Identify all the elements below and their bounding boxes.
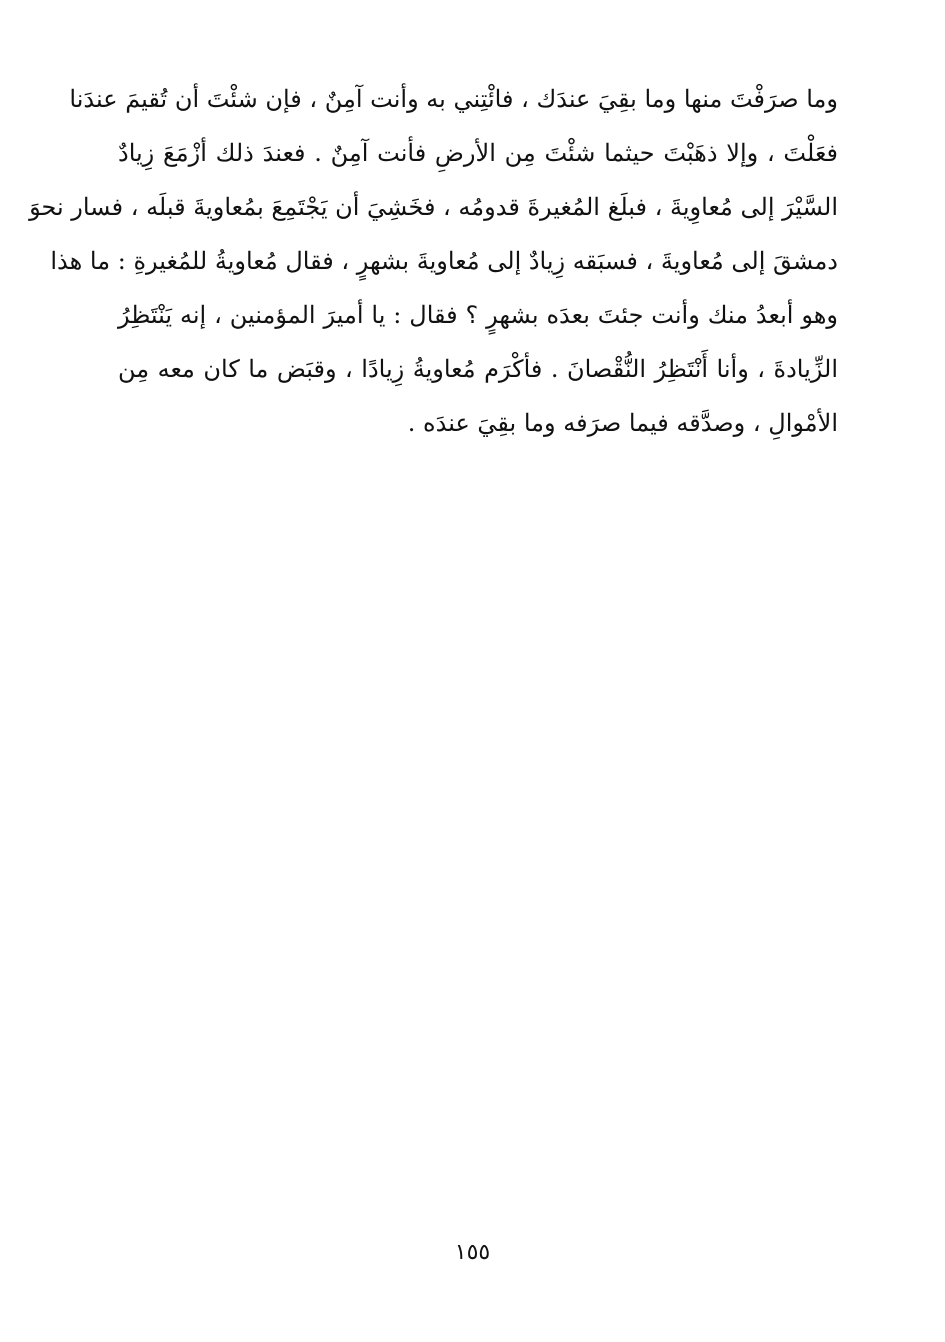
body-text	[29, 72, 838, 450]
text-line-7: الأمْوالِ ، وصدَّقه فيما صرَفه وما بقِيَ عندَه .	[407, 409, 838, 437]
text-line-6: الزِّيادةَ ، وأنا أَنْتَظِرُ النُّقْصانَ . فأكْرَم مُعاويةُ زِيادًا ، وقبَض ما كان معه مِن	[118, 355, 838, 383]
page-number: ١٥٥	[454, 1240, 491, 1265]
text-line-5: وهو أبعدُ منك وأنت جئتَ بعدَه بشهرٍ ؟ فقال : يا أميرَ المؤمنين ، إنه يَنْتَظِرُ	[118, 301, 838, 329]
text-line-4: دمشقَ إلى مُعاويةَ ، فسبَقه زِيادٌ إلى مُعاويةَ بشهرٍ ، فقال مُعاويةُ للمُغيرةِ : ما هذا	[50, 247, 838, 275]
text-line-1: وما صرَفْتَ منها وما بقِيَ عندَك ، فائْتِني به وأنت آمِنٌ ، فإن شئْتَ أن تُقيمَ عندَنا	[69, 85, 838, 113]
text-line-3: السَّيْرَ إلى مُعاوِيةَ ، فبلَغ المُغيرةَ قدومُه ، فخَشِيَ أن يَجْتَمِعَ بمُعاويةَ قبلَه ، فسار نحوَ	[29, 193, 838, 221]
text-line-2: فعَلْتَ ، وإلا ذهَبْتَ حيثما شئْتَ مِن الأرضِ فأنت آمِنٌ . فعندَ ذلك أزْمَعَ زِيادٌ	[118, 139, 838, 167]
